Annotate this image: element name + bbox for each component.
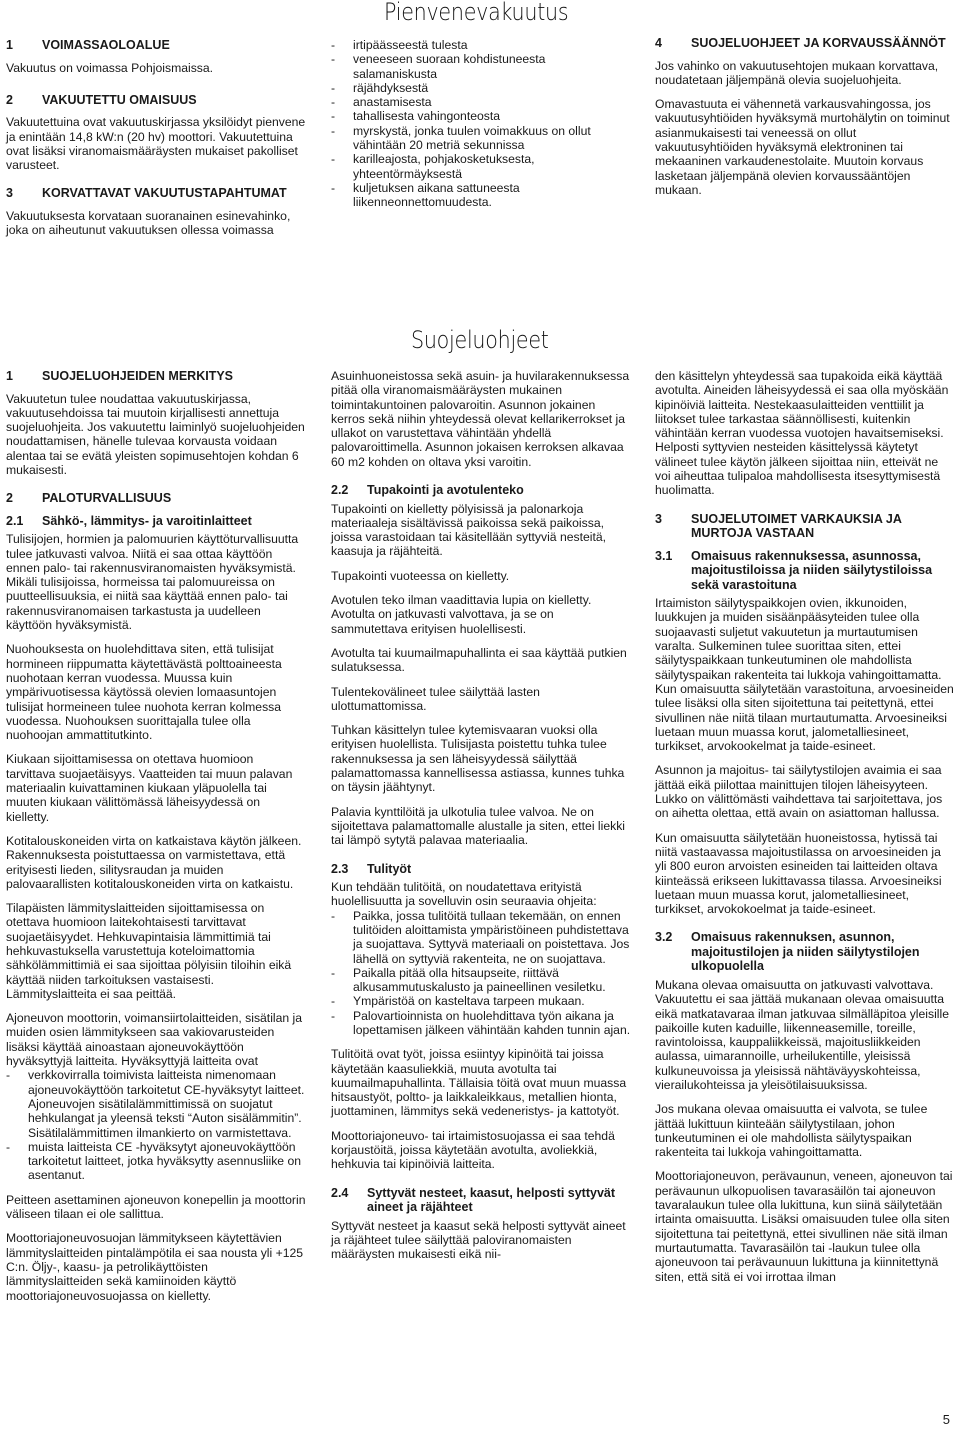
list-item [331, 181, 631, 210]
heading-number: 2 [6, 92, 13, 107]
subheading-syttyvat-nesteet [331, 1186, 631, 1215]
list-item-text: Paikalla pitää olla hitsaupseite, riittävä alkusammutuskalusto ja paineellinen vesiletku. [353, 965, 606, 995]
list-item [331, 966, 631, 995]
paragraph: Ajoneuvon moottorin, voimansiirtolaitteiden, sisätilan ja muiden osien lämmitykseen saa vakiovarusteiden lisäksi käyttää ainoastaan ajoneuvokäyttöön hyväksyttyjä laitteita. Hyväksyttyjä laitteita ovat [6, 1011, 303, 1069]
paragraph: Palavia kynttilöitä ja ulkotulia tulee valvoa. Ne on sijoitettava palamattomalle alustalle ja siten, ettei liekki tai lämpö sytytä palavaa materiaalia. [331, 804, 625, 848]
paragraph: Vakuutetun tulee noudattaa vakuutuskirjassa, vakuutusehdoissa tai muutoin kirjallisesti annettuja suojeluohjeita. Jos vakuutettu laiminlyö suojeluohjeiden noudattamisen, hänelle tulevaa korvausta voidaan alentaa tai se evätä yleisten sopimusehtojen kohdan 6 mukaisesti. [6, 391, 305, 477]
heading-text: VAKUUTETTU OMAISUUS [42, 92, 197, 107]
paragraph: Tupakointi on kielletty pölyisissä ja palonarkoja materiaaleja sisältävissä paikoissa sekä paikoissa, joissa varastoidaan tai käsitellään syttyviä nesteitä, kaasuja ja räjähteitä. [331, 501, 607, 559]
heading-text: SUOJELUTOIMET VARKAUKSIA JA MURTOJA VASTAAN [691, 511, 902, 541]
heading-number: 3.1 [655, 548, 673, 563]
page-number: 5 [942, 1412, 950, 1427]
subheading-omaisuus-rakennuksessa [655, 549, 955, 593]
heading-text: Sähkö-, lämmitys- ja varoitinlaitteet [42, 513, 252, 528]
dash-bullet: - [331, 152, 336, 167]
list-item [331, 95, 631, 109]
paragraph: Asuinhuoneistossa sekä asuin- ja huvilarakennuksessa pitää olla viranomaismääräysten mukainen toimintakuntoinen palovaroitin. Asunnon jokainen kerros sekä niihin yhteydessä olevat kellarikerrokset ja ullakot on varustettava vähintään yhdellä palovaroittimella. Asunnon jokaisen kerroksen alkavaa 60 m2 kohden on oltava yksi varoitin. [331, 369, 630, 469]
paragraph: Kun omaisuutta säilytetään huoneistossa, hytissä tai niitä vastaavassa majoitustilassa on arvoesineiden ja yli 800 euron arvoisten esineiden tai laitteiden oltava kiinteässä erikseen lukittavassa tilassa. Arvoesineiksi luetaan muun muassa korut, jalometalliesineet, turkikset, arvokokoelmat ja taide-esineet. [655, 830, 942, 917]
list-item-text: anastamisesta [353, 95, 432, 110]
section-title-suojeluohjeet: Suojeluohjeet [411, 326, 549, 354]
heading-text: SUOJELUOHJEIDEN MERKITYS [42, 369, 234, 383]
dash-bullet: - [331, 109, 336, 124]
paragraph: Peitteen asettaminen ajoneuvon konepellin ja moottorin väliseen tilaan ei ole sallittua. [6, 1192, 306, 1222]
dash-bullet: - [331, 965, 336, 980]
paragraph: Avotulen teko ilman vaadittavia lupia on kielletty. Avotulta on jatkuvasti valvottava, ja se on sammutettava erityisen huolellisesti. [331, 593, 592, 636]
dash-bullet: - [6, 1139, 11, 1154]
hot-work-list [331, 909, 631, 1038]
heading-number: 2.4 [331, 1185, 349, 1200]
paragraph: Moottoriajoneuvon, perävaunun, veneen, ajoneuvon tai perävaunun ulkopuolisen tavarasäilön tai ajoneuvon tavaralaukun tulee olla lukittuna, kun siinä säilytetään irtainta omaisuutta. Lisäksi omaisuuden tulee olla siten sijoitettuna tai peitettynä, ettei sivullinen näe sitä ilman murtautumatta. Tavarasäilön tai -laukun tulee olla ajoneuvoon tai perävaunuun lukittuna ja kiinnitettynä siten, että sitä ei voi irrottaa ilman [655, 1169, 953, 1284]
paragraph: Moottoriajoneuvosuojan lämmitykseen käytettävien lämmityslaitteiden pintalämpötila ei saa nousta yli +125 C:n. Öljy-, kaasu- ja petrolikäyttöisten lämmityslaitteiden sekä kamiinoiden käyttö moottoriajoneuvosuojassa on kielletty. [6, 1231, 304, 1303]
paragraph: Tilapäisten lämmityslaitteiden sijoittamisessa on otettava huomioon laitekohtaisesti tarvittavat suojaetäisyydet. Hehkuvapintaisia lämmittimiä tai hehkuvastuksella varustettuja koteloimattomia sähkölämmittimiä ei saa sijoittaa pölyisiin tiloihin eikä käyttää niiden tarkoituksen vastaisesti. Lämmityslaitteita ei saa peittää. [6, 901, 292, 1001]
heading-number: 2.3 [331, 861, 349, 876]
dash-bullet: - [331, 80, 336, 95]
heading-number: 4 [655, 36, 662, 50]
heading-number: 3 [6, 186, 13, 201]
paragraph: Tulitöitä ovat työt, joissa esiintyy kipinöitä tai joissa käytetään kaasuliekkiä, muuta avotulta tai kuumailmapuhallinta. Tällaisia töitä ovat muun muassa hitsaustyöt, poltto- ja laikkaleikkaus, metallien hionta, juottaminen, lämmitys sekä vedeneristys- ja kattotyöt. [331, 1047, 627, 1119]
paragraph: Vakuutus on voimassa Pohjoismaissa. [6, 60, 214, 75]
list-item [6, 1140, 306, 1183]
subheading-sahko-lammitys [6, 514, 306, 529]
list-item-text: verkkovirralla toimivista laitteista nimenomaan ajoneuvokäyttöön tarkoitetut CE-hyväksytyt laitteet. Ajoneuvojen sisätilalämmittimissä on suojatut hehkulangat ja yleensä teksti “Auton sisälämmitin”. Sisätilalämmittimen ilmankierto on varmistettava. [28, 1068, 305, 1140]
list-item-text: tahallisesta vahingonteosta [353, 109, 501, 124]
heading-text: VOIMASSAOLOALUE [42, 38, 170, 52]
paragraph: Asunnon ja majoitus- tai säilytystilojen avaimia ei saa jättää eikä piilottaa mainittujen tilojen läheisyyteen. Lukko on välittömästi vaihdettava tai sarjoitettava, jos on aihetta olettaa, että avain on asiattoman hallussa. [655, 763, 943, 821]
heading-vakuutettu-omaisuus [6, 93, 306, 108]
top-column-1 [6, 38, 306, 248]
list-item [331, 994, 631, 1008]
list-item [331, 52, 631, 81]
list-item-text: Palovartioinnista on huolehdittava työn aikana ja lopettamisen jälkeen vähintään kahden tunnin ajan. [353, 1008, 631, 1037]
list-item [6, 1068, 306, 1139]
coverage-list [331, 38, 631, 210]
heading-text: SUOJELUOHJEET JA KORVAUSSÄÄNNÖT [691, 36, 946, 50]
heading-korvattavat [6, 186, 306, 201]
subheading-omaisuus-ulkopuolella [655, 930, 955, 974]
subheading-tupakointi [331, 483, 631, 498]
list-item-text: räjähdyksestä [353, 80, 429, 95]
dash-bullet: - [331, 38, 336, 52]
heading-number: 3.2 [655, 930, 673, 945]
paragraph: Nuohouksesta on huolehdittava siten, että tulisijat hormineen riippumatta käytettävästä polttoaineesta nuohotaan kerran vuodessa. Muussa kuin ympärivuotisessa käytössä olevien lomaasuntojen tulisijat hormeineen tulee nuohota kerran kolmessa vuodessa. Nuohouksen suorittajalla tulee olla nuohoojan ammattitutkinto. [6, 642, 282, 743]
bottom-column-3 [655, 369, 955, 1294]
paragraph: Mukana olevaa omaisuutta on jatkuvasti valvottava. Vakuutettu ei saa jättää mukanaan olevaa omaisuutta eikä matkatavaraa ilman jatkuvaa silmälläpitoa yleisille paikoille kuten kaduille, liikenneasemille, toreille, ravintoloissa, kauppaliikkeissä, majoitusliikkeiden aulassa, uimarannoille, urheilukentille, yleisissä kulkuneuvoissa ja yleisissä nähtäväyyskohteissa, vierailukohteissa ja yleisötilaisuuksissa. [655, 977, 949, 1092]
paragraph: Irtaimiston säilytyspaikkojen ovien, ikkunoiden, luukkujen ja muiden sisäänpääsyteiden tulee olla suojaavasti suljetut vakuutetun ja murtautumisen varalta. Sulkeminen tulee suorittaa siten, ettei säilytyspaikkaan tunkeutuminen ole mahdollista säilytyspaikan rakenteita tai lukkoja vahingoittamatta. Kun omaisuutta säilytetään varastoituna, arvoesineiden tulee lisäksi olla siten sijoitettuna tai peitettynä, ettei sivullinen näe niitä tilaan murtautumatta. Arvoesineiksi luetaan muun muassa korut, jalometalliesineet, turkikset, arvokookelmat ja taide-esineet. [655, 596, 954, 754]
list-item-text: karilleajosta, pohjakosketuksesta, yhteentörmäyksestä [353, 152, 535, 181]
top-column-3 [655, 36, 955, 207]
paragraph: Jos mukana olevaa omaisuutta ei valvota, se tulee jättää lukittuun kiinteään säilytystilaan, johon tunkeutuminen ei ole mahdollista säilytyspaikan rakenteita tai lukkoja vahingoittamatta. [655, 1102, 928, 1160]
dash-bullet: - [6, 1068, 11, 1083]
heading-number: 2.1 [6, 513, 24, 528]
top-column-2 [331, 38, 631, 220]
dash-bullet: - [331, 1008, 336, 1023]
section-title-pienvenevakuutus: Pienvenevakuutus [384, 0, 569, 26]
heading-number: 1 [6, 38, 13, 52]
heading-text: Omaisuus rakennuksen, asunnon, majoitustilojen ja niiden säilytystilojen ulkopuolella [691, 930, 920, 974]
dash-bullet: - [331, 123, 336, 138]
paragraph: Omavastuuta ei vähennetä varkausvahingossa, jos vakuutusyhtiöiden hyväksymä murtohälytin on toiminut asianmukaisesti tai veneessä on ollut vakuutusyhtiöiden hyväksymä elektroninen tai mekaaninen varkaudenestolaite. Muutoin korvaus lasketaan jäljempänä olevien korvaussääntöjen mukaan. [655, 97, 950, 197]
paragraph: Syttyvät nesteet ja kaasut sekä helposti syttyvät aineet ja räjähteet tulee säilyttää paloviranomaisten määräysten mukaisesti eikä nii- [331, 1218, 626, 1262]
list-item-text: irtipäässeestä tulesta [353, 38, 468, 52]
list-item-text: muista laitteista CE -hyväksytyt ajoneuvokäyttöön tarkoitetut laitteet, jotka hyväksytty asennusliike on asentanut. [28, 1139, 302, 1183]
list-item-text: veneeseen suoraan kohdistuneesta salamaniskusta [353, 52, 546, 81]
subheading-tulityot [331, 862, 631, 877]
dash-bullet: - [331, 95, 336, 110]
list-item [331, 909, 631, 966]
paragraph: Vakuutuksesta korvataan suoranainen esinevahinko, joka on aiheutunut vakuutuksen ollessa voimassa [6, 208, 291, 238]
paragraph: Kiukaan sijoittamisessa on otettava huomioon tarvittava suojaetäisyys. Vaatteiden tai muun palavan materiaalin kuivattaminen kiukaan yläpuolella tai muuten kiukaan välittömässä läheisyydessä on kielletty. [6, 752, 293, 824]
bottom-column-2 [331, 369, 631, 1272]
heading-text: Syttyvät nesteet, kaasut, helposti syttyvät aineet ja räjähteet [367, 1185, 616, 1215]
paragraph: Jos vahinko on vakuutusehtojen mukaan korvattava, noudatetaan jäljempänä olevia suojeluohjeita. [655, 58, 939, 87]
paragraph: Kun tehdään tulitöitä, on noudatettava erityistä huolellisuutta ja sovelluvin osin seuraavia ohjeita: [331, 880, 597, 909]
heading-number: 1 [6, 369, 13, 383]
heading-voimassaoloalue [6, 38, 306, 53]
list-item-text: Ympäristöä on kasteltava tarpeen mukaan. [353, 994, 585, 1009]
heading-suojeluohjeet-ja-korvaussaannot [655, 36, 955, 51]
heading-text: PALOTURVALLISUUS [42, 491, 172, 506]
list-item [331, 124, 631, 153]
paragraph: den käsittelyn yhteydessä saa tupakoida eikä käyttää avotulta. Aineiden läheisyydessä ei saa olla myöskään kipinöiviä laitteita. Nestekaasulaitteiden venttiilit ja liitokset tulee tarkastaa säännöllisesti, kuitenkin vähintään kerran vuodessa vuotojen havaitsemiseksi. Helposti syttyvien nesteiden käsittelyssä käytetyt välineet tulee käytön jälkeen sijoittaa niin, etteivät ne voi aiheuttaa tulipaloa mahdollisesta itsesyttymisestä huolimatta. [655, 369, 949, 498]
heading-paloturvallisuus [6, 491, 306, 506]
list-item-text: Paikka, jossa tulitöitä tullaan tekemään, on ennen tulitöiden aloittamista ympäristöineen puhdistettava ja suojattava. Syttyvä materiaali on poistettava. Jos lähellä on syttyviä rakenteita, ne on suojattava. [353, 908, 630, 966]
heading-suojeluohjeiden-merkitys [6, 369, 306, 384]
approved-devices-list [6, 1068, 306, 1182]
dash-bullet: - [331, 908, 336, 923]
list-item-text: myrskystä, jonka tuulen voimakkuus on ollut vähintään 20 metriä sekunnissa [353, 123, 591, 153]
dash-bullet: - [331, 52, 336, 67]
heading-text: Omaisuus rakennuksessa, asunnossa, majoitustiloissa ja niiden säilytystiloissa sekä varastoituna [691, 548, 933, 592]
dash-bullet: - [331, 994, 336, 1009]
list-item [331, 38, 631, 52]
bottom-column-1 [6, 369, 306, 1313]
paragraph: Moottoriajoneuvo- tai irtaimistosuojassa ei saa tehdä korjaustöitä, joissa käytetään avotulta, avoliekkiä, hehkuvia tai kipinöiviä laitteita. [331, 1128, 615, 1172]
list-item [331, 81, 631, 95]
heading-text: KORVATTAVAT VAKUUTUSTAPAHTUMAT [42, 186, 287, 201]
list-item [331, 109, 631, 123]
heading-suojelutoimet [655, 512, 955, 541]
paragraph: Tuhkan käsittelyn tulee kytemisvaaran vuoksi olla erityisen huolellista. Tulisijasta poistettu tuhka tulee rakennuksessa ja sen läheisyydessä säilyttää palamattomassa kannellisessa astiassa, kunnes tuhka on täysin jäähtynyt. [331, 723, 625, 795]
paragraph: Avotulta tai kuumailmapuhallinta ei saa käyttää putkien sulatuksessa. [331, 645, 627, 675]
dash-bullet: - [331, 180, 336, 195]
heading-text: Tulityöt [367, 861, 412, 876]
heading-number: 2 [6, 491, 13, 506]
heading-number: 3 [655, 511, 662, 526]
heading-number: 2.2 [331, 483, 349, 498]
list-item [331, 152, 631, 181]
paragraph: Kotitalouskoneiden virta on katkaistava käytön jälkeen. Rakennuksesta poistuttaessa on varmistettava, että erityisesti lieden, silitysraudan ja muiden palovaarallisten kotitalouskoneiden virta on katkaistu. [6, 833, 302, 891]
paragraph: Tupakointi vuoteessa on kielletty. [331, 568, 510, 583]
paragraph: Tulentekovälineet tulee säilyttää lasten ulottumattomissa. [331, 684, 540, 713]
heading-text: Tupakointi ja avotulenteko [367, 483, 524, 498]
paragraph: Tulisijojen, hormien ja palomuurien käyttöturvallisuutta tulee jatkuvasti valvoa. Niitä ei saa ottaa käyttöön ennen palo- tai rakennusviranomaisten hyväksymistä. Mikäli tulisijoissa, hormeissa tai palomuureissa on puutteellisuuksia, ei niitä saa käyttää ennen palo- tai rakennusviranomaisen tarkastusta ja uudelleen käyttöön hyväksymistä. [6, 532, 299, 633]
list-item-text: kuljetuksen aikana sattuneesta liikenneonnettomuudesta. [353, 180, 520, 210]
paragraph: Vakuutettuina ovat vakuutuskirjassa yksilöidyt pienvene ja enintään 14,8 kW:n (20 hv) moottori. Vakuutettuina ovat lisäksi viranomaismääräysten mukaiset pakolliset varusteet. [6, 115, 306, 173]
list-item [331, 1009, 631, 1038]
